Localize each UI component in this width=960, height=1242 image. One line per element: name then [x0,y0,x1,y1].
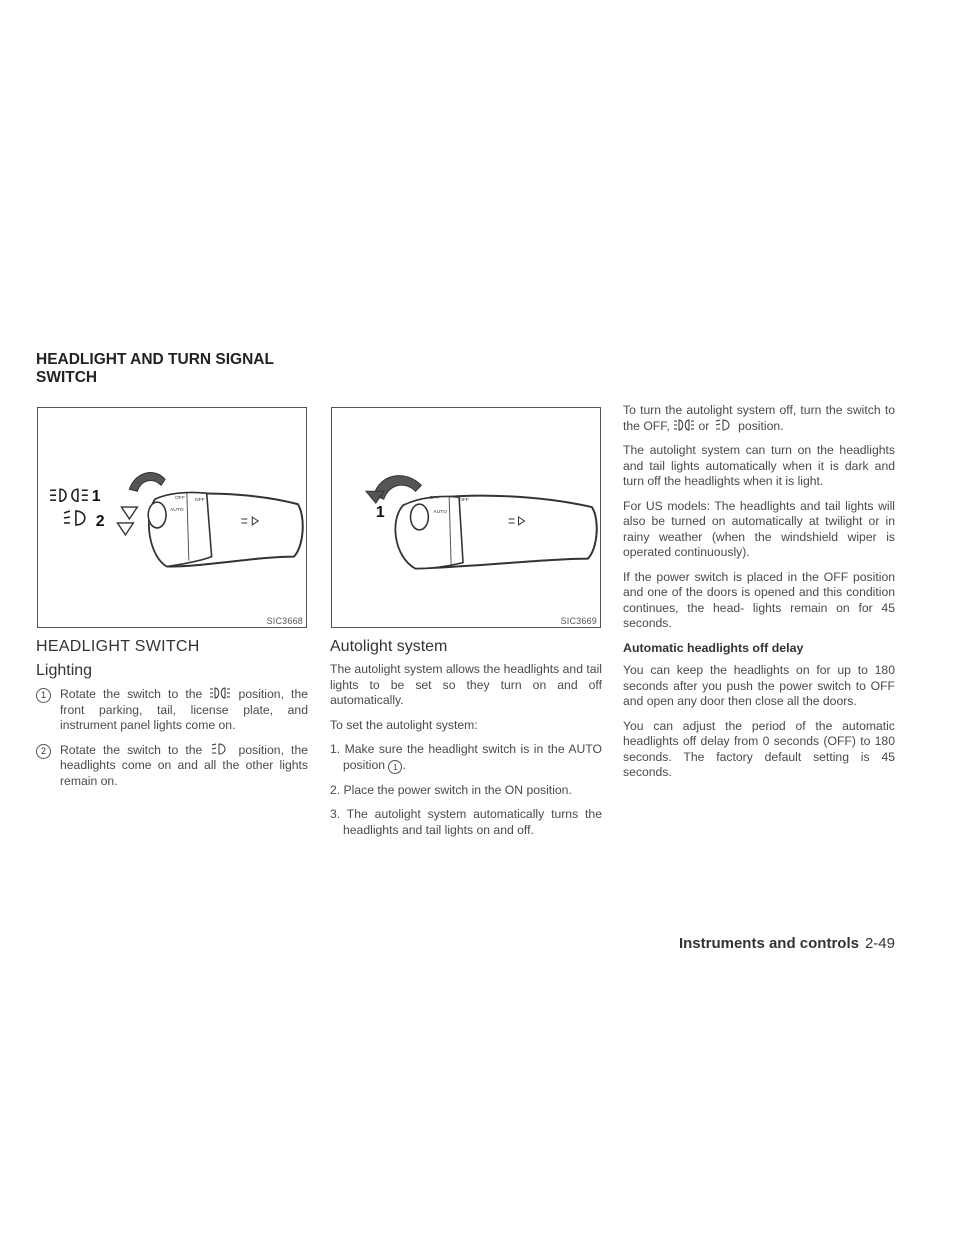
figure-code: SIC3669 [560,616,597,626]
autolight-step-3: 3. The autolight system automatically turns the headlights and tail lights on and off. [330,807,602,837]
footer-section: Instruments and controls [678,935,859,952]
figure-headlight-switch [37,407,307,628]
autolight-step-1 [330,742,602,774]
step1-text: 1. Make sure the headlight switch is in the AUTO position [330,742,602,772]
parking-light-icon [209,687,231,699]
column-2 [330,637,602,847]
autolight-set-label: To set the autolight system: [330,717,478,732]
delay-heading: Automatic headlights off delay [623,640,804,655]
parking-light-icon [50,489,88,501]
delay-description: You can keep the headlights on for up to 180 seconds after you push the power switch to OFF and open any door then close all the doors. [623,663,895,708]
stalk-off-label-2: OFF [194,498,205,504]
figure1-label-1: 1 [91,488,101,506]
headlight-icon [64,511,85,525]
off-text-or: or [698,418,710,433]
delay-adjust-note: You can adjust the period of the automatic headlights off delay from 0 seconds (OFF) to 180 seconds. The factory default setting is 45 seconds. [623,718,895,779]
item2-text-pre: Rotate the switch to the [60,742,203,757]
headlight-stalk-illustration [38,408,306,627]
headlight-switch-title: HEADLIGHT SWITCH [36,638,200,655]
lighting-subtitle: Lighting [36,662,93,679]
section-heading [36,351,336,387]
autolight-intro: The autolight system allows the headlights and tail lights to be set so they turn on and off automatically. [330,662,602,707]
autolight-title: Autolight system [330,638,448,655]
figure-autolight [331,407,601,628]
stalk2-off-label-2: OFF [459,498,469,504]
item1-text-pre: Rotate the switch to the [60,687,203,701]
autolight-step-2: 2. Place the power switch in the ON position. [330,782,572,797]
stalk-auto-label: AUTO [170,508,184,514]
section-heading-line1: HEADLIGHT AND TURN SIGNAL [36,351,274,368]
power-switch-note: If the power switch is placed in the OFF position and one of the doors is opened and this condition continues, the head- lights remain on for 45 seconds. [623,569,895,630]
column-3 [623,403,895,790]
item-number-1: 1 [36,688,51,703]
figure2-label-1: 1 [375,504,385,522]
stalk-off-label: OFF [174,496,185,502]
autolight-off-instructions [623,403,895,434]
figure-code: SIC3668 [266,616,303,626]
figure1-label-2: 2 [95,512,105,530]
lighting-item-2 [36,743,308,790]
autolight-description: The autolight system can turn on the headlights and tail lights automatically when it is dark and turn off the headlights when it is light. [623,443,895,488]
step1-period: . [402,757,406,772]
parking-light-icon [673,419,695,431]
stalk2-auto-label: AUTO [433,510,447,516]
stalk2-off-label: OFF [429,496,440,502]
us-models-note: For US models: The headlights and tail lights will also be turned on automatically at twilight or in rainy weather (when the windshield wiper is operated continuously). [623,498,895,559]
page-footer [679,935,895,952]
step1-number: 1 [388,760,402,774]
item-number-2: 2 [36,744,51,759]
off-text-post: position. [738,418,784,433]
section-heading-line2: SWITCH [36,369,98,386]
item1-text-post: position, the front parking, tail, license plate, and instrument panel lights come on. [60,687,308,732]
page-number: 2-49 [864,935,895,952]
off-text-pre: To turn the autolight system off, turn the switch to the OFF, [623,403,895,433]
lighting-item-1 [36,687,308,734]
item2-text-post: position, the headlights come on and all the other lights remain on. [60,742,308,788]
headlight-icon [209,743,231,755]
autolight-stalk-illustration [332,408,600,627]
headlight-icon [713,419,735,431]
column-1 [36,637,308,798]
